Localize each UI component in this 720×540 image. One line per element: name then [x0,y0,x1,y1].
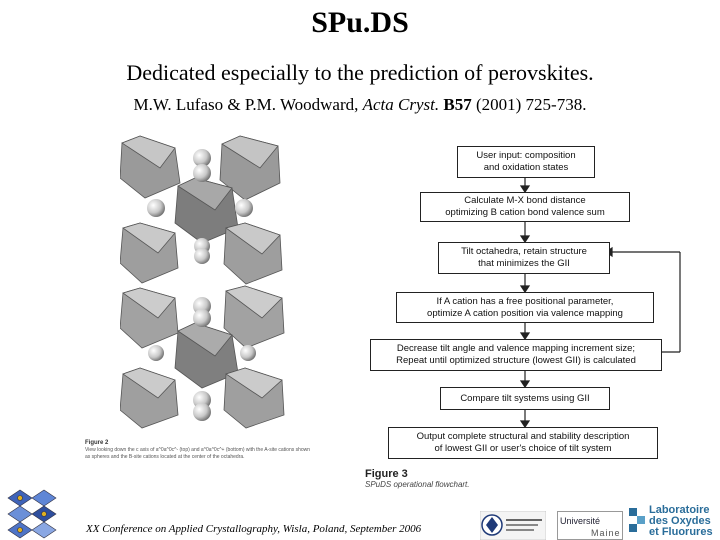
figure3-caption [365,468,470,489]
figure2-caption [85,440,315,461]
slide-subtitle: Dedicated especially to the prediction of perovskites. [126,60,594,85]
laboratory-logo [627,505,720,540]
flow-step-tilt-octahedra: Tilt octahedra, retain structure that minimizes the GII [438,242,610,274]
slide-title: SPu.DS [311,6,409,39]
flow-step-output: Output complete structural and stability description of lowest GII or user's choice of tilt system [388,427,658,459]
flow-step-bond-distance: Calculate M-X bond distance optimizing B cation bond valence sum [420,192,630,222]
citation-authors: M.W. Lufaso & P.M. Woodward, [133,95,359,114]
citation-volume: B57 [443,95,472,114]
crystallography-society-logo [480,511,546,540]
figure2-caption-body: View looking down the c axis of a^0a^0c^- (top) and a^0a^0c^+ (bottom) with the A-site cations shown as spheres and the B-site cations located at the center of the octahedra. [85,447,311,460]
university-name: Université [560,516,601,526]
spuds-flowchart [360,140,700,470]
citation [0,95,720,115]
flow-step-compare-tilt: Compare tilt systems using GII [440,387,610,410]
conference-footer: XX Conference on Applied Crystallography, Wisla, Poland, September 2006 [86,523,422,535]
citation-journal: Acta Cryst. [362,95,440,114]
universite-du-maine-logo [557,511,623,540]
university-maine: Maine [591,528,621,538]
flow-step-optimize-a-cation: If A cation has a free positional parameter, optimize A cation position via valence mapping [396,292,654,323]
citation-pages: (2001) 725-738. [475,95,587,114]
flow-step-decrease-tilt: Decrease tilt angle and valence mapping increment size; Repeat until optimized structure (lowest GII) is calculated [370,339,662,371]
perovskite-structure-image [120,128,330,433]
figure2-caption-title: Figure 2 [85,440,109,446]
laboratory-icon [627,505,647,539]
crystal-logo [2,484,68,540]
figure3-caption-title: Figure 3 [365,468,408,480]
figure3-caption-body: SPuDS operational flowchart. [365,480,470,489]
laboratory-name: Laboratoire des Oxydes et Fluorures [649,504,713,538]
flow-step-input: User input: composition and oxidation states [457,146,595,178]
